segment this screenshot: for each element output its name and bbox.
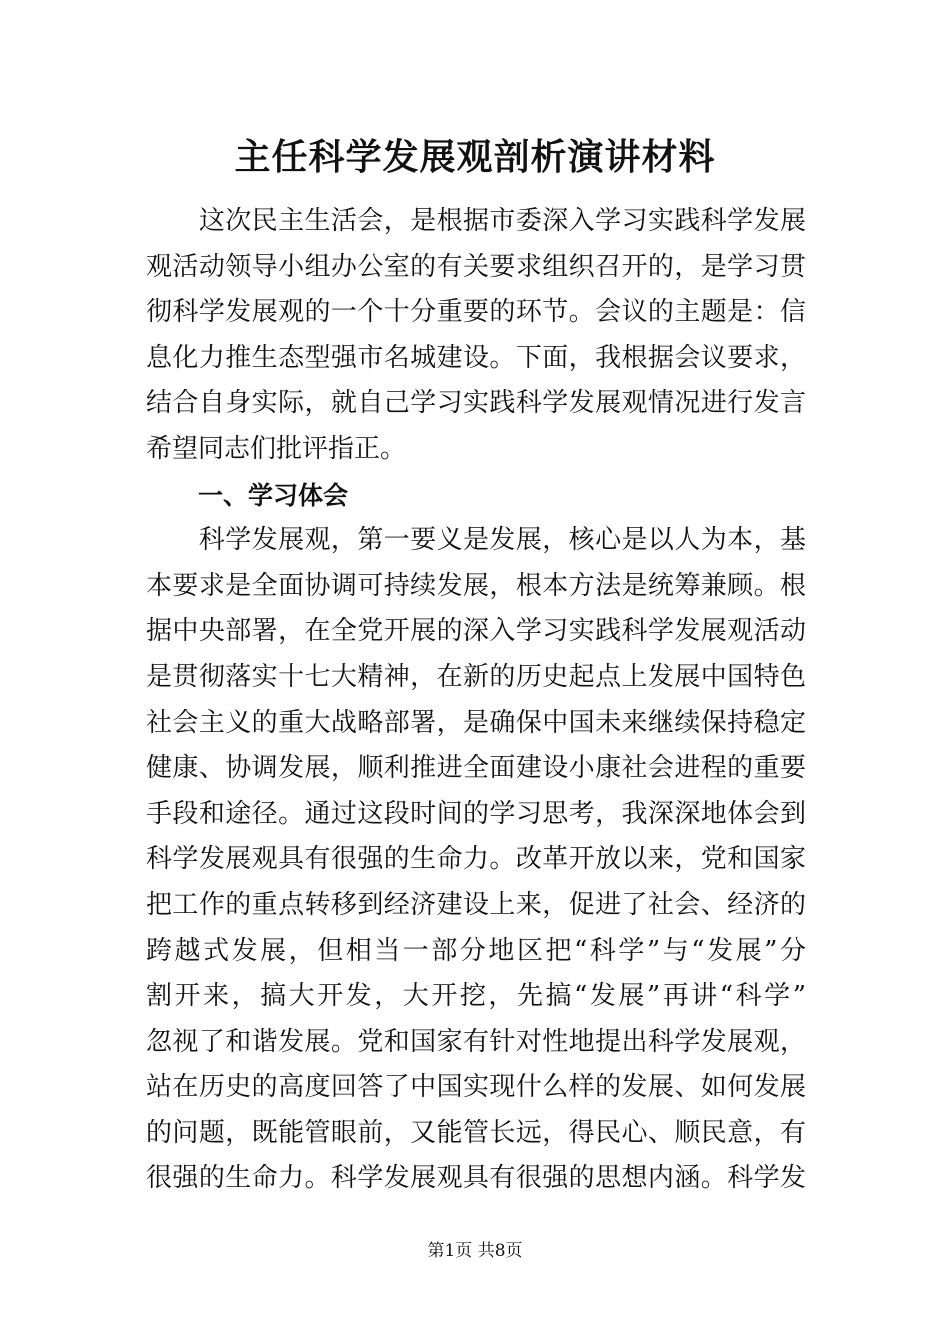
body-line: 是贯彻落实十七大精神，在新的历史起点上发展中国特色 xyxy=(146,661,806,692)
body-line: 健康、协调发展，顺利推进全面建设小康社会进程的重要 xyxy=(146,753,806,784)
body-line: 科学发展观具有很强的生命力。改革开放以来，党和国家 xyxy=(146,844,806,875)
body-line: 站在历史的高度回答了中国实现什么样的发展、如何发展 xyxy=(146,1072,806,1103)
body-line: 据中央部署，在全党开展的深入学习实践科学发展观活动 xyxy=(146,616,806,647)
body-line: 的问题，既能管眼前，又能管长远，得民心、顺民意，有 xyxy=(146,1117,806,1148)
body-line: 本要求是全面协调可持续发展，根本方法是统筹兼顾。根 xyxy=(146,570,806,601)
body-line: 希望同志们批评指正。 xyxy=(146,433,407,464)
page-footer: 第1页 共8页 xyxy=(427,1241,523,1261)
body-line: 观活动领导小组办公室的有关要求组织召开的，是学习贯 xyxy=(146,251,806,282)
body-line: 忽视了和谐发展。党和国家有针对性地提出科学发展观， xyxy=(146,1026,806,1057)
body-line: 把工作的重点转移到经济建设上来，促进了社会、经济的 xyxy=(146,889,806,920)
body-line: 息化力推生态型强市名城建设。下面，我根据会议要求， xyxy=(146,342,806,373)
body-line: 科学发展观，第一要义是发展，核心是以人为本，基 xyxy=(146,525,806,556)
body-line: 很强的生命力。科学发展观具有很强的思想内涵。科学发 xyxy=(146,1163,806,1194)
body-line: 结合自身实际，就自己学习实践科学发展观情况进行发言 xyxy=(146,388,806,419)
document-title: 主任科学发展观剖析演讲材料 xyxy=(234,137,716,178)
section-heading: 一、学习体会 xyxy=(198,480,349,510)
body-line: 社会主义的重大战略部署，是确保中国未来继续保持稳定 xyxy=(146,707,806,738)
document-body xyxy=(146,199,806,1202)
body-line: 手段和途径。通过这段时间的学习思考，我深深地体会到 xyxy=(146,798,806,829)
body-line: 跨越式发展，但相当一部分地区把“科学”与“发展”分 xyxy=(146,935,806,966)
body-line: 这次民主生活会，是根据市委深入学习实践科学发展 xyxy=(146,206,806,236)
body-line: 割开来，搞大开发，大开挖，先搞“发展”再讲“科学” xyxy=(146,981,806,1012)
body-line: 彻科学发展观的一个十分重要的环节。会议的主题是：信 xyxy=(146,297,806,328)
